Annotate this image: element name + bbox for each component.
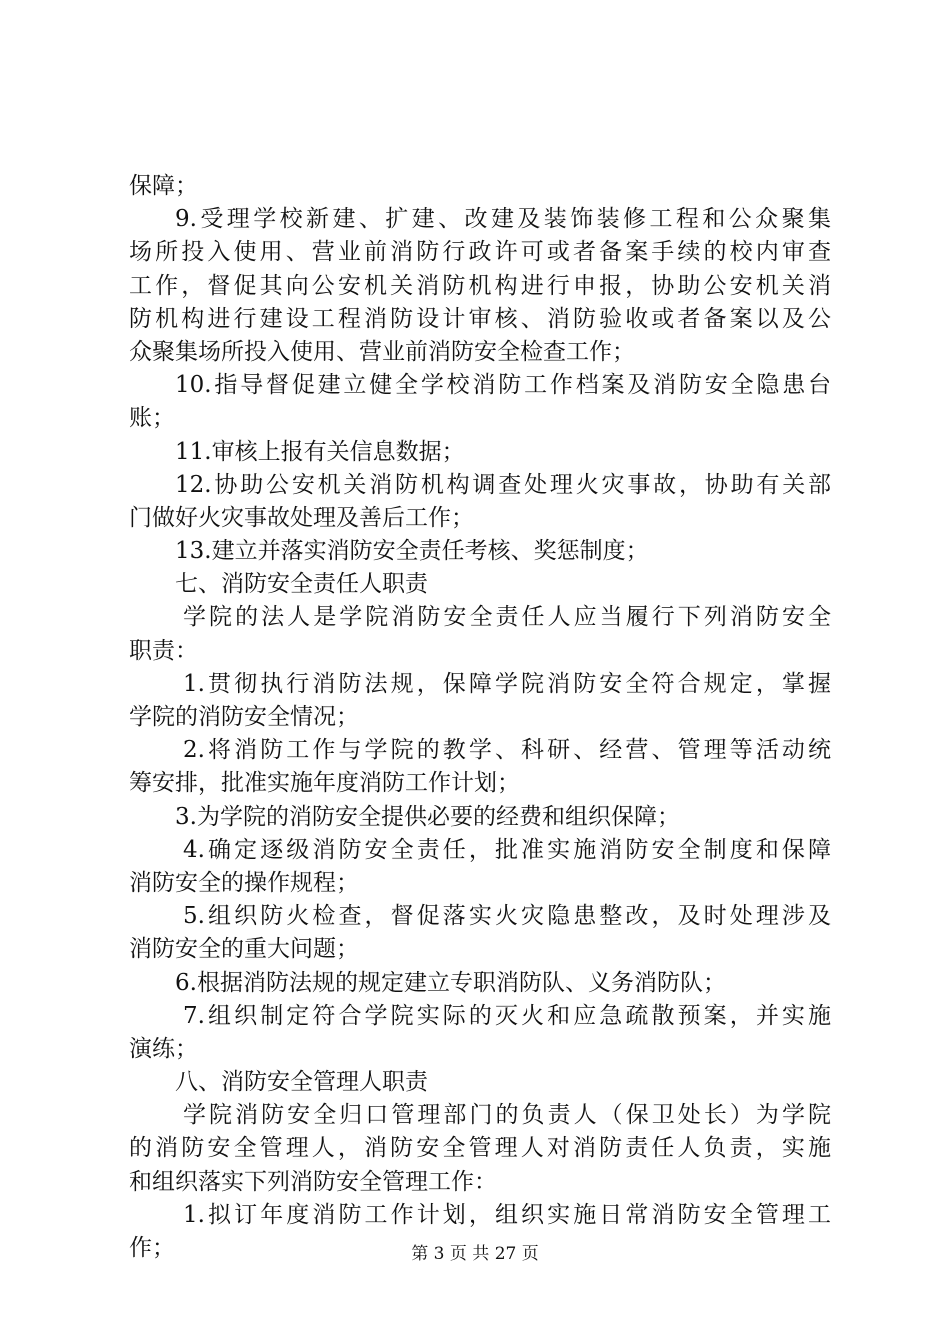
text-line: 1.拟订年度消防工作计划，组织实施日常消防安全管理工 (183, 1201, 831, 1228)
page-footer: 第 3 页 共 27 页 (411, 1244, 539, 1264)
text-line: 账； (129, 405, 175, 432)
text-line: 10.指导督促建立健全学校消防工作档案及消防安全隐患台 (175, 372, 831, 399)
text-line: 4.确定逐级消防安全责任，批准实施消防安全制度和保障 (183, 836, 831, 863)
text-line: 11.审核上报有关信息数据； (175, 438, 465, 465)
text-line: 12.协助公安机关消防机构调查处理火灾事故，协助有关部 (175, 471, 831, 498)
text-line: 七、消防安全责任人职责 (175, 571, 428, 598)
text-line: 3.为学院的消防安全提供必要的经费和组织保障； (175, 803, 680, 830)
text-line: 13.建立并落实消防安全责任考核、奖惩制度； (175, 538, 649, 565)
text-line: 7.组织制定符合学院实际的灭火和应急疏散预案，并实施 (183, 1002, 831, 1029)
text-line: 八、消防安全管理人职责 (175, 1069, 428, 1096)
text-line: 防机构进行建设工程消防设计审核、消防验收或者备案以及公 (129, 305, 831, 332)
text-line: 学院的法人是学院消防安全责任人应当履行下列消防安全 (183, 604, 831, 631)
document-body (129, 170, 831, 1265)
text-line: 演练； (129, 1035, 198, 1062)
text-line: 和组织落实下列消防安全管理工作： (129, 1168, 497, 1195)
text-line: 6.根据消防法规的规定建立专职消防队、义务消防队； (175, 969, 726, 996)
text-line: 职责： (129, 637, 198, 664)
text-line: 工作，督促其向公安机关消防机构进行申报，协助公安机关消 (129, 272, 831, 299)
text-line: 保障； (129, 173, 198, 199)
text-line: 消防安全的重大问题； (129, 936, 359, 963)
text-line: 学院的消防安全情况； (129, 704, 359, 730)
text-line: 9.受理学校新建、扩建、改建及装饰装修工程和公众聚集 (175, 206, 831, 233)
text-line: 场所投入使用、营业前消防行政许可或者备案手续的校内审查 (129, 239, 831, 266)
text-line: 2.将消防工作与学院的教学、科研、经营、管理等活动统 (183, 737, 831, 764)
text-line: 1.贯彻执行消防法规，保障学院消防安全符合规定，掌握 (183, 670, 831, 697)
text-line: 众聚集场所投入使用、营业前消防安全检查工作； (129, 338, 635, 365)
text-line: 门做好火灾事故处理及善后工作； (129, 504, 474, 531)
text-line: 消防安全的操作规程； (129, 869, 359, 896)
text-line: 学院消防安全归口管理部门的负责人（保卫处长）为学院 (183, 1102, 831, 1129)
text-line: 5.组织防火检查，督促落实火灾隐患整改，及时处理涉及 (183, 903, 831, 930)
text-line: 作； (129, 1235, 175, 1261)
text-line: 筹安排，批准实施年度消防工作计划； (129, 770, 520, 797)
text-line: 的消防安全管理人，消防安全管理人对消防责任人负责，实施 (129, 1135, 831, 1162)
